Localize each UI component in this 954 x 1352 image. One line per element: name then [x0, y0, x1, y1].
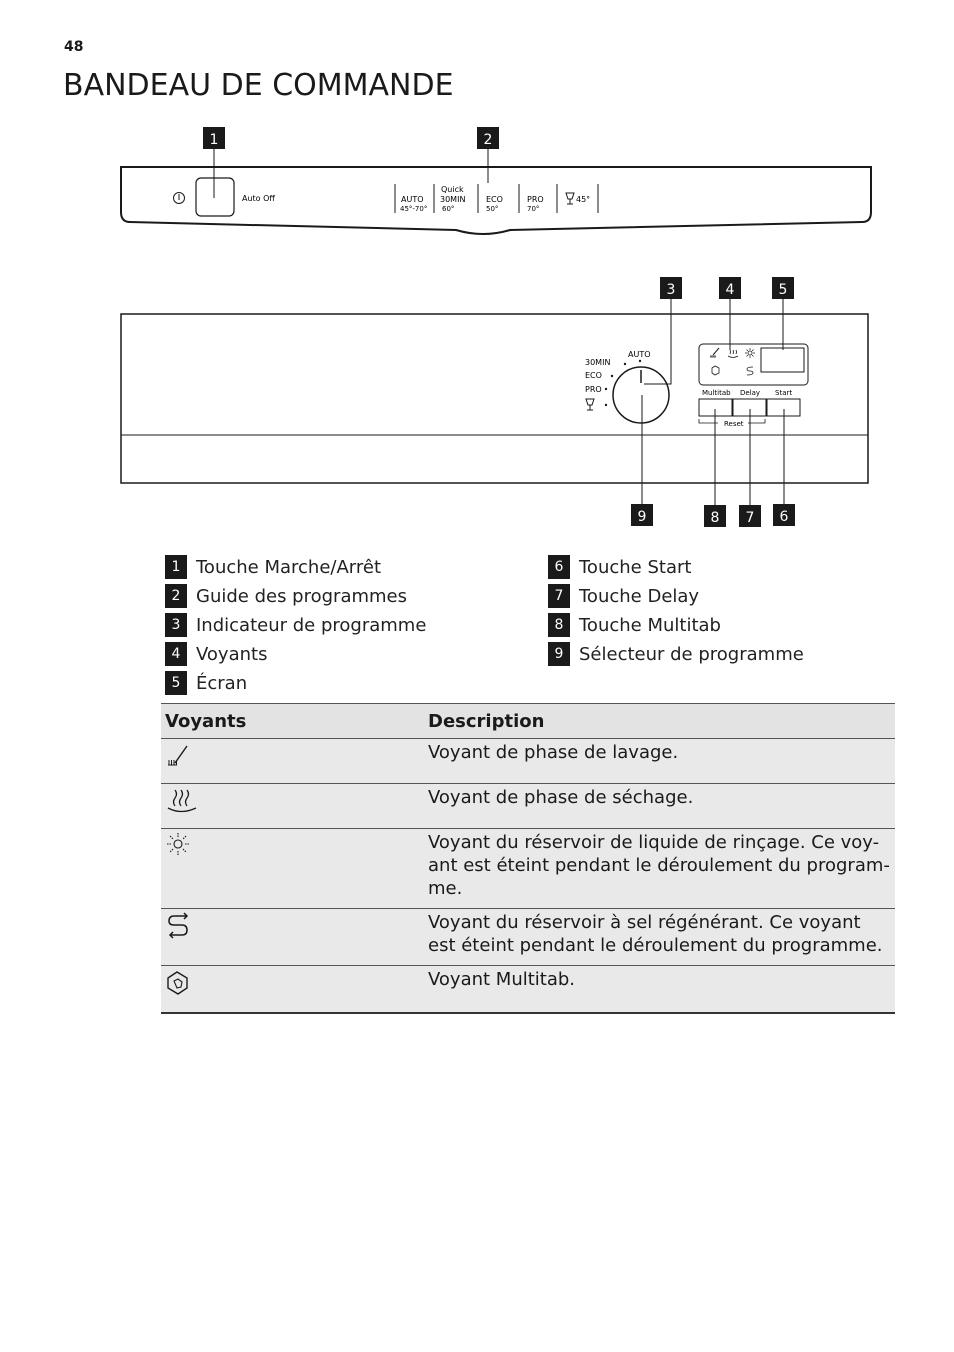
- indicators-table: [161, 703, 895, 1014]
- legend-item: 5 Écran: [165, 671, 247, 695]
- multitab-icon: [165, 968, 193, 998]
- svg-text:4: 4: [725, 282, 735, 298]
- glass-icon: [586, 399, 594, 410]
- legend-item: 2 Guide des programmes: [165, 584, 407, 608]
- rinse-aid-icon: [165, 831, 193, 859]
- start-label: Start: [775, 389, 793, 397]
- table-row: [161, 829, 895, 909]
- dial-label-pro: PRO: [585, 385, 602, 394]
- callout-2: [477, 127, 499, 183]
- svg-text:50°: 50°: [486, 205, 499, 213]
- table-cell-description: Voyant de phase de séchage.: [424, 784, 895, 829]
- page-title: BANDEAU DE COMMANDE: [63, 68, 454, 103]
- legend-item: 7 Touche Delay: [548, 584, 699, 608]
- wash-phase-icon: [165, 741, 191, 769]
- auto-off-label: Auto Off: [242, 194, 275, 203]
- dial-label-auto: AUTO: [628, 350, 651, 359]
- legend-item: 9 Sélecteur de programme: [548, 642, 804, 666]
- delay-label: Delay: [740, 389, 761, 397]
- svg-text:45°-70°: 45°-70°: [400, 205, 428, 213]
- legend-item: 3 Indicateur de programme: [165, 613, 426, 637]
- svg-text:70°: 70°: [527, 205, 540, 213]
- page-number: 48: [64, 39, 84, 55]
- table-row: [161, 909, 895, 966]
- svg-text:60°: 60°: [442, 205, 455, 213]
- callout-6: [773, 409, 795, 526]
- wash-phase-icon: [710, 348, 719, 357]
- indicator-display-block: [699, 344, 808, 385]
- table-cell-description: Voyant du réservoir de liquide de rinçage. Ce voy-ant est éteint pendant le déroulement du program-me.: [424, 829, 895, 909]
- control-panel-front-diagram: [0, 270, 954, 532]
- svg-text:8: 8: [710, 510, 720, 526]
- reset-label: Reset: [724, 420, 744, 428]
- control-panel-top-diagram: [0, 120, 954, 250]
- svg-text:AUTO: AUTO: [401, 195, 424, 204]
- svg-text:45°: 45°: [576, 195, 591, 204]
- callout-8: [704, 409, 726, 527]
- table-header-description: Description: [424, 704, 895, 739]
- power-button[interactable]: [196, 178, 234, 216]
- svg-text:ECO: ECO: [486, 195, 503, 204]
- callout-1: [203, 127, 225, 198]
- display-screen: [761, 348, 804, 372]
- multitab-icon: [712, 366, 719, 375]
- svg-text:30MIN: 30MIN: [440, 195, 466, 204]
- svg-text:5: 5: [778, 282, 788, 298]
- svg-text:Quick: Quick: [441, 185, 464, 194]
- legend-item: 8 Touche Multitab: [548, 613, 721, 637]
- svg-text:2: 2: [483, 132, 493, 148]
- multitab-label: Multitab: [702, 389, 731, 397]
- table-header-voyants: Voyants: [161, 704, 424, 739]
- legend-item: 4 Voyants: [165, 642, 267, 666]
- salt-icon: [165, 911, 193, 941]
- program-guide: [395, 184, 598, 213]
- svg-text:3: 3: [666, 282, 676, 298]
- drying-phase-icon: [165, 786, 199, 814]
- table-cell-description: Voyant du réservoir à sel régénérant. Ce voyant est éteint pendant le déroulement du programme.: [424, 909, 895, 966]
- svg-text:6: 6: [779, 509, 789, 525]
- svg-text:7: 7: [745, 510, 755, 526]
- glass-icon: [566, 193, 574, 204]
- legend-item: 6 Touche Start: [548, 555, 691, 579]
- drying-phase-icon: [728, 350, 738, 358]
- legend-item: 1 Touche Marche/Arrêt: [165, 555, 381, 579]
- dial-label-30min: 30MIN: [585, 358, 611, 367]
- table-cell-description: Voyant Multitab.: [424, 966, 895, 1014]
- rinse-aid-icon: [745, 348, 755, 358]
- salt-icon: [747, 367, 753, 375]
- svg-text:9: 9: [637, 509, 647, 525]
- table-row: [161, 966, 895, 1014]
- svg-text:1: 1: [209, 132, 219, 148]
- table-row: [161, 784, 895, 829]
- table-cell-description: Voyant de phase de lavage.: [424, 739, 895, 784]
- power-icon: [174, 193, 185, 204]
- dial-label-eco: ECO: [585, 371, 602, 380]
- table-row: [161, 739, 895, 784]
- svg-text:PRO: PRO: [527, 195, 544, 204]
